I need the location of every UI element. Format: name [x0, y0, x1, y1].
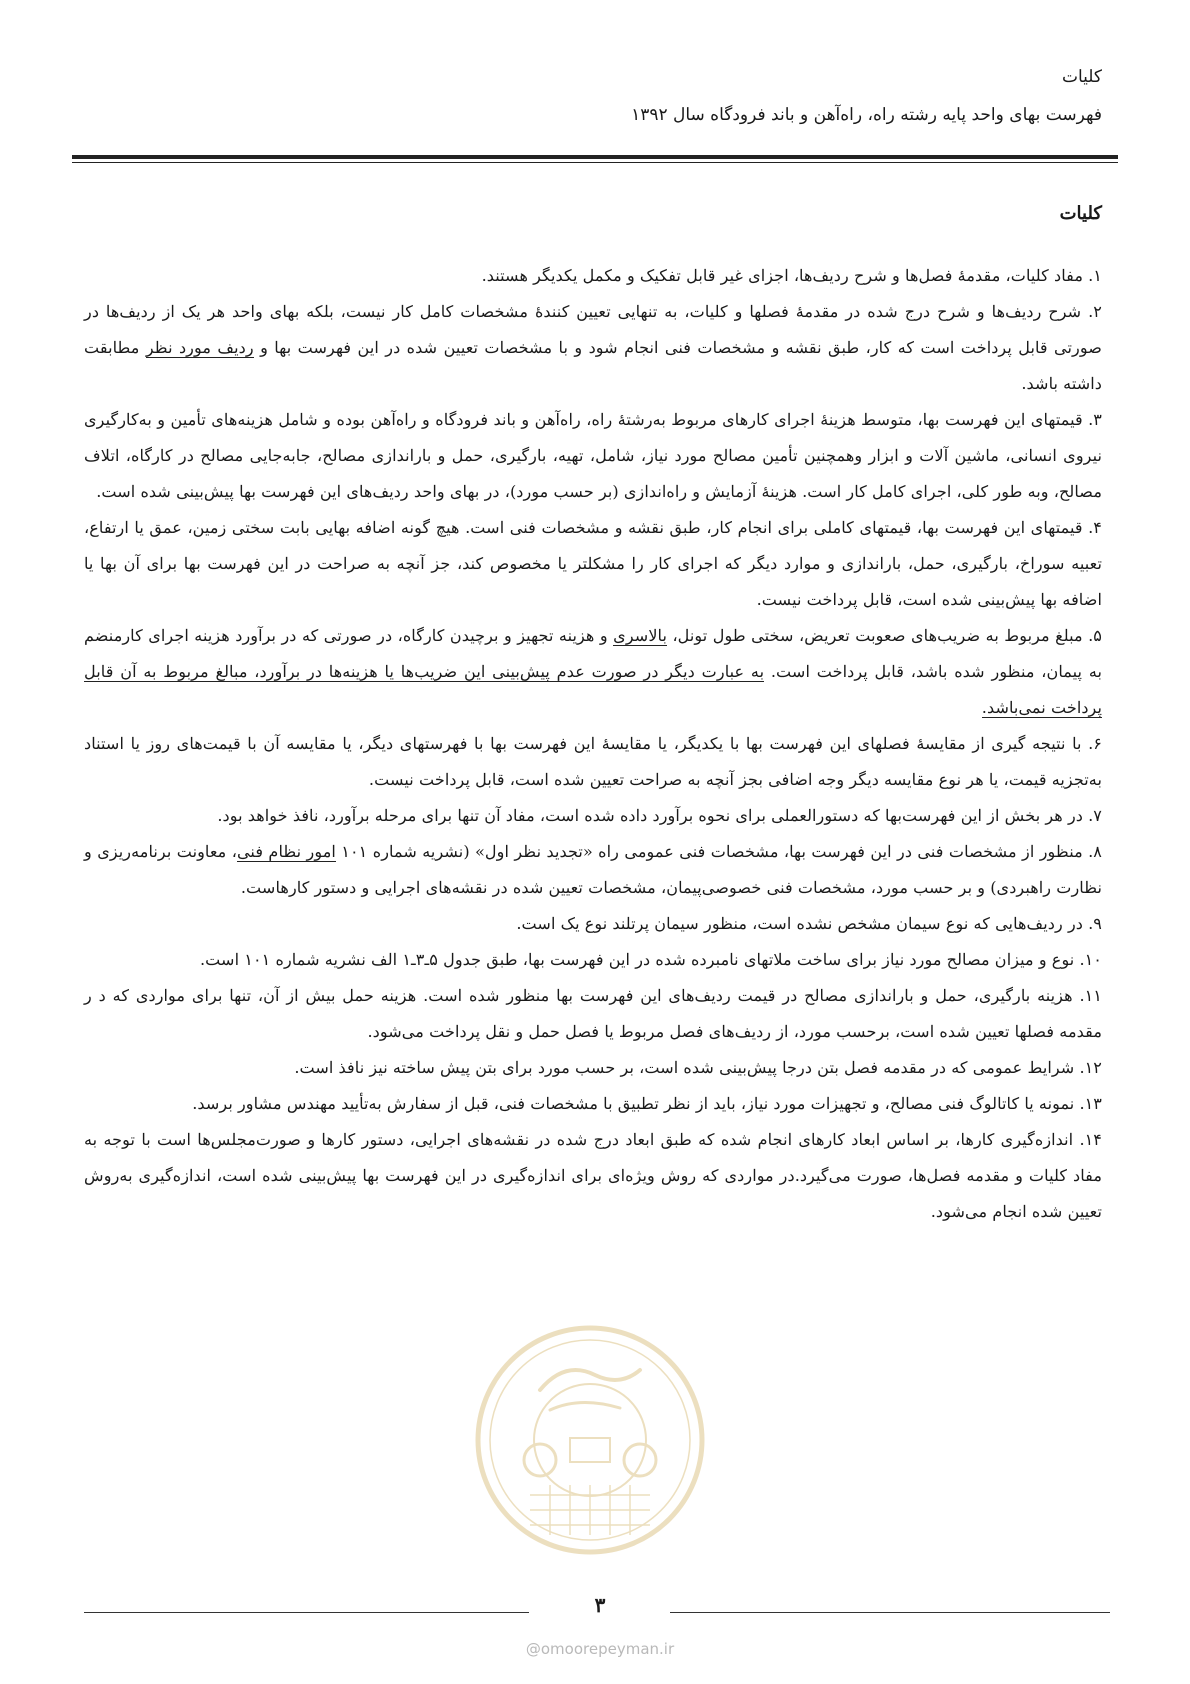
watermark-site-label: @omoorepeyman.ir [525, 1640, 675, 1658]
paragraph-5: ۵. مبلغ مربوط به ضریب‌های صعوبت تعریض، سختی طول تونل، بالاسری و هزینه تجهیز و برچیدن کارگاه، در صورتی که در برآورد هزینه اجرای کارمنضم به پیمان، منظور شده باشد، قابل پرداخت است. به عبارت دیگر در صورت عدم پیش‌بینی این ضریب‌ها یا هزینه‌ها در برآورد، مبالغ مربوط به آن قابل پرداخت نمی‌باشد. [84, 626, 1102, 717]
underlined-phrase: بالاسری [613, 626, 667, 645]
footer-rule-right [670, 1612, 1110, 1613]
paragraph-10: ۱۰. نوع و میزان مصالح مورد نیاز برای ساخت ملاتهای نامبرده شده در این فهرست بها، طبق جدول ۵ـ۳ـ۱ الف نشریه شماره ۱۰۱ است. [200, 950, 1102, 969]
paragraph-4: ۴. قیمتهای این فهرست بها، قیمتهای کاملی برای انجام کار، طبق نقشه و مشخصات فنی است. هیچ گونه اضافه بهایی بابت سختی زمین، عمق یا ارتفاع، تعبیه سوراخ، بارگیری، حمل، باراندازی و موارد دیگر که اجرای کار را مشکلتر یا مخصوص کند، جز آنچه به صراحت در این فهرست بها برای آن بها یا اضافه بها پیش‌بینی شده است، قابل پرداخت نیست. [84, 518, 1102, 609]
omoorepeyman-watermark-logo-icon [470, 1320, 710, 1560]
section-title: کلیات [1059, 203, 1102, 224]
underlined-phrase: ردیف مورد نظر [145, 338, 254, 357]
paragraph-7: ۷. در هر بخش از این فهرست‌بها که دستورالعملی برای نحوه برآورد داده شده است، مفاد آن تنها برای مرحله برآورد، نافذ خواهد بود. [217, 806, 1102, 825]
paragraph-3: ۳. قیمتهای این فهرست بها، متوسط هزینهٔ اجرای کارهای مربوط به‌رشتهٔ راه، راه‌آهن و باند فرودگاه و راه‌آهن بوده و شامل هزینه‌های تأمین و به‌کارگیری نیروی انسانی، ماشین آلات و ابزار وهمچنین تأمین مصالح مورد نیاز، شامل، تهیه، بارگیری، حمل و باراندازی مصالح، جابه‌جایی مصالح در کارگاه، اتلاف مصالح، وبه طور کلی، اجرای کامل کار است. هزینهٔ آزمایش و راه‌اندازی (بر حسب مورد)، در بهای واحد ردیف‌های این فهرست بها پیش‌بینی شده است. [84, 410, 1102, 501]
header-section-label: کلیات [1061, 67, 1102, 87]
header-rule-thick [72, 155, 1118, 159]
header-rule-thin [72, 162, 1118, 163]
paragraph-2: ۲. شرح ردیف‌ها و شرح درج شده در مقدمهٔ فصلها و کلیات، به تنهایی تعیین کنندهٔ مشخصات کامل کار نیست، بلکه بهای واحد هر یک از ردیف‌ها در صورتی قابل پرداخت است که کار، طبق نقشه و مشخصات فنی انجام شود و با مشخصات تعیین شده در این فهرست بها و ردیف مورد نظر مطابقت داشته باشد. [84, 302, 1102, 393]
paragraph-1: ۱. مفاد کلیات، مقدمهٔ فصل‌ها و شرح ردیف‌ها، اجزای غیر قابل تفکیک و مکمل یکدیگر هستند. [481, 266, 1102, 285]
underlined-sentence: به عبارت دیگر در صورت عدم پیش‌بینی این ضریب‌ها یا هزینه‌ها در برآورد، مبالغ مربوط به آن قابل پرداخت نمی‌باشد. [84, 662, 1102, 717]
underlined-phrase: امور نظام فنی [236, 842, 336, 861]
section-body [84, 258, 1102, 1230]
paragraph-8: ۸. منظور از مشخصات فنی در این فهرست بها، مشخصات فنی عمومی راه «تجدید نظر اول» (نشریه شماره ۱۰۱ امور نظام فنی، معاونت برنامه‌ریزی و نظارت راهبردی) و بر حسب مورد، مشخصات فنی خصوصی‌پیمان، مشخصات تعیین شده در نقشه‌های اجرایی و دستور کارهاست. [84, 842, 1102, 897]
footer-rule-left [84, 1612, 529, 1613]
paragraph-9: ۹. در ردیف‌هایی که نوع سیمان مشخص نشده است، منظور سیمان پرتلند نوع یک است. [516, 914, 1102, 933]
page-number: ۳ [594, 1593, 606, 1617]
paragraph-11: ۱۱. هزینه بارگیری، حمل و باراندازی مصالح در قیمت ردیف‌های این فهرست بها منظور شده است. هزینه حمل بیش از آن، تنها برای مواردی که د ر مقدمه فصلها تعیین شده است، برحسب مورد، از ردیف‌های فصل مربوط یا فصل حمل و نقل پرداخت می‌شود. [84, 986, 1102, 1041]
paragraph-14: ۱۴. اندازه‌گیری کارها، بر اساس ابعاد کارهای انجام شده که طبق ابعاد درج شده در نقشه‌های اجرایی، دستور کارها و صورت‌مجلس‌ها است با توجه به مفاد کلیات و مقدمه فصل‌ها، صورت می‌گیرد.در مواردی که روش ویژه‌ای برای اندازه‌گیری در این فهرست بها پیش‌بینی شده است، اندازه‌گیری به‌روش تعیین شده انجام می‌شود. [84, 1130, 1102, 1221]
paragraph-6: ۶. با نتیجه گیری از مقایسهٔ فصلهای این فهرست بها با یکدیگر، یا مقایسهٔ این فهرست بها با فهرستهای دیگر، یا مقایسه آن با قیمت‌های روز یا استناد به‌تجزیه قیمت، یا هر نوع مقایسه دیگر وجه اضافی بجز آنچه به صراحت تعیین شده است، قابل پرداخت نیست. [84, 734, 1102, 789]
paragraph-12: ۱۲. شرایط عمومی که در مقدمه فصل بتن درجا پیش‌بینی شده است، بر حسب مورد برای بتن پیش ساخته نیز نافذ است. [294, 1058, 1102, 1077]
running-header [72, 62, 1102, 130]
paragraph-13: ۱۳. نمونه یا کاتالوگ فنی مصالح، و تجهیزات مورد نیاز، باید از نظر تطبیق با مشخصات فنی، قبل از سفارش به‌تأیید مهندس مشاور برسد. [192, 1094, 1102, 1113]
header-document-title: فهرست بهای واحد پایه رشته راه، راه‌آهن و باند فرودگاه سال ۱۳۹۲ [631, 105, 1102, 125]
